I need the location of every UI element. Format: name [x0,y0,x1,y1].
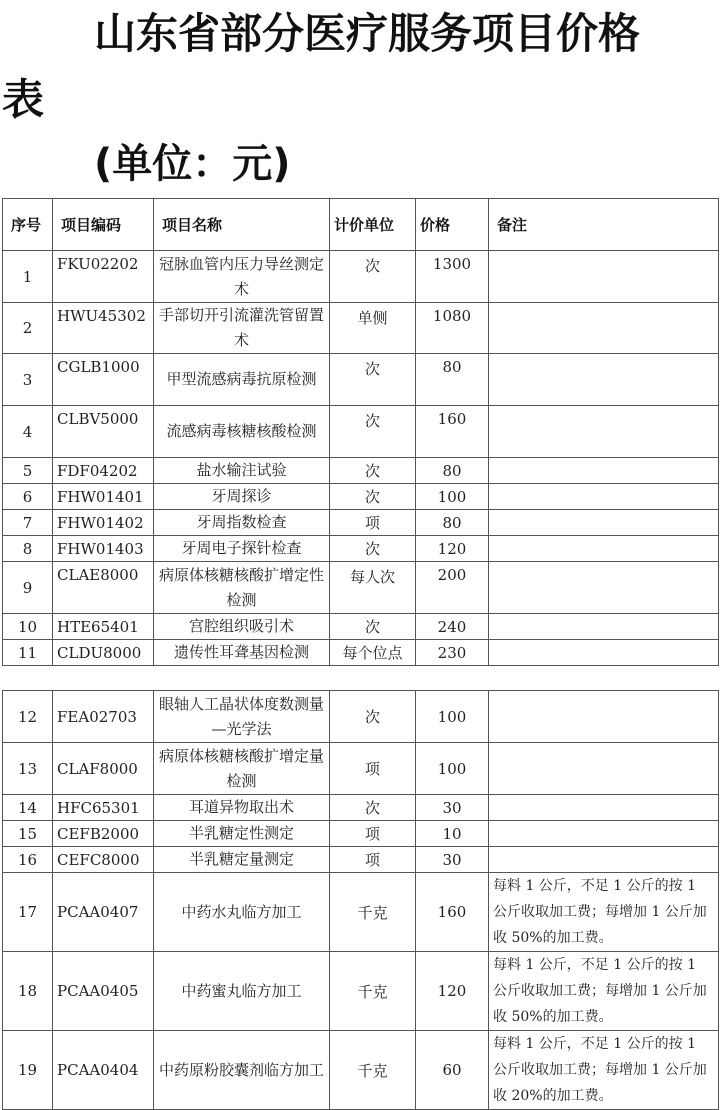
cell-no: 15 [3,821,53,847]
cell-code: FKU02202 [53,251,154,303]
table-row [3,952,719,1031]
cell-code: FHW01402 [53,510,154,536]
cell-price: 80 [416,354,489,406]
cell-unit: 次 [330,251,416,303]
cell-name: 宫腔组织吸引术 [154,614,330,640]
table-row [3,691,719,743]
table-row [3,847,719,873]
unit-note: (单位：元) [94,141,291,187]
table-row [3,821,719,847]
cell-name: 牙周探诊 [154,484,330,510]
cell-code: CGLB1000 [53,354,154,406]
header-price: 价格 [416,199,489,251]
cell-no: 19 [3,1031,53,1110]
cell-note: 每料 1 公斤，不足 1 公斤的按 1 公斤收取加工费；每增加 1 公斤加收 50%的加工费。 [489,873,719,952]
cell-note [489,406,719,458]
header-note: 备注 [489,199,719,251]
cell-name: 中药蜜丸临方加工 [154,952,330,1031]
cell-price: 160 [416,406,489,458]
cell-name: 半乳糖定量测定 [154,847,330,873]
cell-unit: 千克 [330,873,416,952]
cell-name: 手部切开引流灌洗管留置术 [154,303,330,354]
price-table-part1 [2,198,719,666]
cell-name: 眼轴人工晶状体度数测量—光学法 [154,691,330,743]
cell-code: CEFC8000 [53,847,154,873]
cell-name: 冠脉血管内压力导丝测定术 [154,251,330,303]
cell-price: 160 [416,873,489,952]
cell-note [489,640,719,666]
cell-no: 17 [3,873,53,952]
table-body-part2 [3,691,719,1110]
cell-unit: 次 [330,484,416,510]
cell-code: FDF04202 [53,458,154,484]
cell-price: 120 [416,536,489,562]
table-header-row [3,199,719,251]
cell-no: 1 [3,251,53,303]
cell-no: 6 [3,484,53,510]
cell-no: 5 [3,458,53,484]
cell-name: 流感病毒核糖核酸检测 [154,406,330,458]
cell-unit: 次 [330,795,416,821]
table-row [3,743,719,795]
table-row [3,354,719,406]
cell-price: 30 [416,847,489,873]
cell-no: 7 [3,510,53,536]
cell-price: 100 [416,691,489,743]
cell-note [489,303,719,354]
cell-no: 11 [3,640,53,666]
header-name: 项目名称 [154,199,330,251]
cell-no: 18 [3,952,53,1031]
cell-price: 60 [416,1031,489,1110]
header-code: 项目编码 [53,199,154,251]
cell-no: 3 [3,354,53,406]
cell-no: 13 [3,743,53,795]
cell-name: 中药水丸临方加工 [154,873,330,952]
cell-note [489,251,719,303]
cell-name: 中药原粉胶囊剂临方加工 [154,1031,330,1110]
cell-note: 每料 1 公斤，不足 1 公斤的按 1 公斤收取加工费；每增加 1 公斤加收 20%的加工费。 [489,1031,719,1110]
table-body-part1 [3,251,719,666]
cell-unit: 每人次 [330,562,416,614]
cell-note [489,510,719,536]
table-row [3,562,719,614]
cell-no: 9 [3,562,53,614]
cell-price: 80 [416,458,489,484]
table-row [3,458,719,484]
cell-note: 每料 1 公斤，不足 1 公斤的按 1 公斤收取加工费；每增加 1 公斤加收 50%的加工费。 [489,952,719,1031]
cell-code: CLBV5000 [53,406,154,458]
cell-note [489,562,719,614]
cell-no: 8 [3,536,53,562]
header-unit: 计价单位 [330,199,416,251]
cell-no: 14 [3,795,53,821]
cell-name: 遗传性耳聋基因检测 [154,640,330,666]
cell-code: HWU45302 [53,303,154,354]
table-row [3,484,719,510]
cell-unit: 项 [330,743,416,795]
cell-price: 100 [416,743,489,795]
cell-code: FHW01403 [53,536,154,562]
cell-code: HTE65401 [53,614,154,640]
cell-code: HFC65301 [53,795,154,821]
cell-note [489,354,719,406]
cell-note [489,847,719,873]
cell-no: 10 [3,614,53,640]
cell-unit: 千克 [330,952,416,1031]
cell-note [489,536,719,562]
cell-price: 80 [416,510,489,536]
cell-name: 半乳糖定性测定 [154,821,330,847]
cell-code: CLDU8000 [53,640,154,666]
cell-note [489,795,719,821]
cell-name: 甲型流感病毒抗原检测 [154,354,330,406]
cell-name: 牙周指数检查 [154,510,330,536]
cell-price: 10 [416,821,489,847]
cell-note [489,484,719,510]
cell-note [489,743,719,795]
cell-price: 230 [416,640,489,666]
cell-unit: 项 [330,510,416,536]
cell-unit: 每个位点 [330,640,416,666]
cell-name: 牙周电子探针检查 [154,536,330,562]
cell-unit: 次 [330,458,416,484]
cell-unit: 次 [330,614,416,640]
cell-no: 4 [3,406,53,458]
cell-unit: 千克 [330,1031,416,1110]
cell-price: 100 [416,484,489,510]
cell-note [489,458,719,484]
cell-no: 2 [3,303,53,354]
table-row [3,640,719,666]
cell-unit: 次 [330,536,416,562]
cell-price: 120 [416,952,489,1031]
table-row [3,510,719,536]
cell-price: 240 [416,614,489,640]
cell-note [489,691,719,743]
cell-code: PCAA0405 [53,952,154,1031]
cell-code: FHW01401 [53,484,154,510]
table-row [3,614,719,640]
cell-unit: 项 [330,847,416,873]
table-row [3,536,719,562]
cell-no: 12 [3,691,53,743]
cell-no: 16 [3,847,53,873]
cell-code: PCAA0404 [53,1031,154,1110]
cell-unit: 次 [330,406,416,458]
cell-unit: 项 [330,821,416,847]
cell-name: 病原体核糖核酸扩增定性检测 [154,562,330,614]
cell-unit: 次 [330,354,416,406]
cell-name: 盐水输注试验 [154,458,330,484]
table-row [3,1031,719,1110]
header-no: 序号 [3,199,53,251]
table-row [3,303,719,354]
cell-code: CEFB2000 [53,821,154,847]
table-row [3,795,719,821]
cell-code: FEA02703 [53,691,154,743]
table-row [3,406,719,458]
cell-price: 1080 [416,303,489,354]
cell-name: 耳道异物取出术 [154,795,330,821]
page-title: 山东省部分医疗服务项目价格 [94,9,641,58]
cell-price: 1300 [416,251,489,303]
cell-code: CLAE8000 [53,562,154,614]
price-table-part2 [2,690,719,1110]
cell-note [489,821,719,847]
cell-price: 30 [416,795,489,821]
table-row [3,873,719,952]
cell-code: CLAF8000 [53,743,154,795]
table-row [3,251,719,303]
cell-unit: 单侧 [330,303,416,354]
cell-price: 200 [416,562,489,614]
cell-note [489,614,719,640]
page-title-continued: 表 [2,75,45,124]
cell-unit: 次 [330,691,416,743]
cell-code: PCAA0407 [53,873,154,952]
cell-name: 病原体核糖核酸扩增定量检测 [154,743,330,795]
